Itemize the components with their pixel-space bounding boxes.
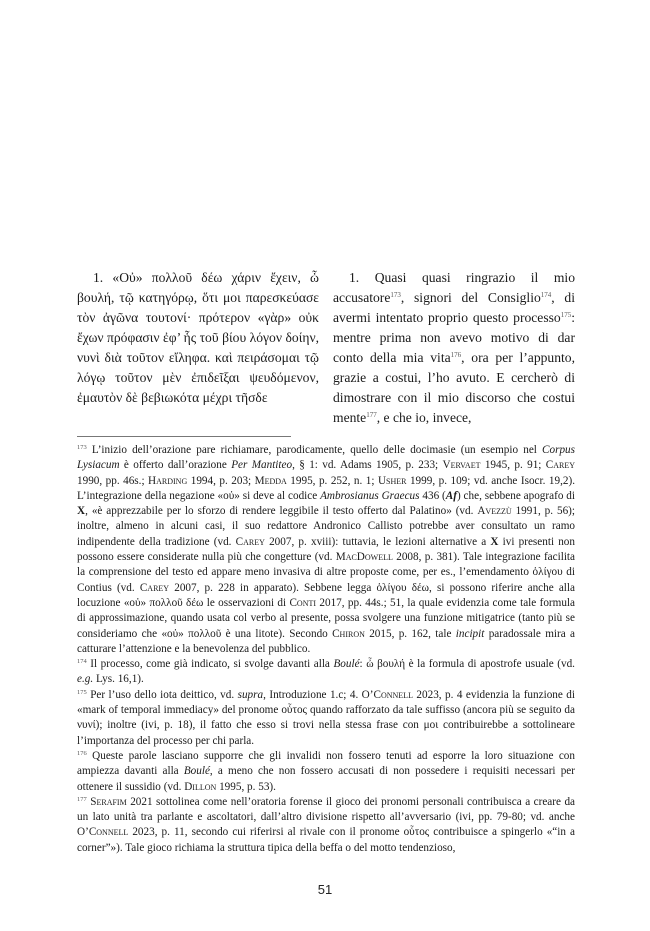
- page-number: 51: [317, 882, 333, 897]
- footnote-ref: 175: [560, 311, 572, 319]
- greek-paragraph: 1. «Οὐ» πολλοῦ δέω χάριν ἔχειν, ὦ βουλή, τῷ κατηγόρῳ, ὅτι μοι παρεσκεύασε τὸν ἀγῶνα τουτονί· πρότερον «γὰρ» οὐκ ἔχων πρόφασιν ἐφ’ ἧς τοῦ βίου λόγον δοίην, νυνὶ διὰ τοῦτον εἴληφα. καὶ πειράσομαι τῷ λόγῳ τοῦτον μὲν ἐπιδεῖξαι ψευδόμενον, ἐμαυτὸν δὲ βεβιωκότα μέχρι τῆσδε: [77, 270, 319, 405]
- footnote-177: $^{177}$ Serafim 2021 sottolinea come nell’oratoria forense il gioco dei pronomi personali contribuisca a creare da un lato unità tra parlante e ascoltatori, dall’altro divisione rispetto all’avversario (ivi, pp. 79-80; vd. anche O’Connell 2023, p. 11, secondo cui riferirsi al rivale con il pronome οὗτος contribuisce a spingerlo «“in a corner”»). Tale gioco richiama la struttura tipica della beffa o del motto tendenzioso,: [77, 795, 576, 854]
- footnotes: [77, 443, 575, 856]
- footnote-173: $^{173}$ L’inizio dell’orazione pare richiamare, parodicamente, quello delle docimasie (un esempio nel Corpus Lysiacum è offerto dall’orazione Per Mantiteo, § 1: vd. Adams 1905, p. 233; Vervaet 1945, p. 91; Carey 1990, pp. 46s.; Harding 1994, p. 203; Medda 1995, p. 252, n. 1; Usher 1999, p. 109; vd. anche Isocr. 19,2). L’integrazione della negazione «οὐ» si deve al codice Ambrosianus Graecus 436 (Af) che, sebbene apografo di X, «è apprezzabile per lo sforzo di rendere leggibile il testo offerto dal Palatino» (vd. Avezzù 1991, p. 56); inoltre, almeno in alcuni casi, il suo redattore Andronico Callisto potrebbe aver consultato un ramo indipendente della tradizione (vd. Carey 2007, p. xviii): tuttavia, le lezioni alternative a X ivi presenti non possono essere considerate nulla più che congetture (vd. MacDowell 2008, p. 381). Tale integrazione facilita la comprensione del testo ed appare meno invasiva di altre proposte come, per es., l’emendamento ὀλίγου di Contius (vd. Carey 2007, p. 228 in apparato). Sebbene legga ὀλίγου δέω, si possono riferire anche alla locuzione «οὐ» πολλοῦ δέω le osservazioni di Conti 2017, pp. 44s.; 51, la quale evidenzia come tale formula di approssimazione, quando usata col verbo al presente, possa svolgere una funzione mitigatrice (tanto più se consideriamo che «οὐ» πολλοῦ è una litote). Secondo Chiron 2015, p. 162, tale incipit paradossale mira a catturare l’attenzione e la benevolenza del pubblico.: [77, 444, 576, 655]
- parallel-text: [77, 268, 575, 428]
- footnote-174: $^{174}$ Il processo, come già indicato, si svolge davanti alla Boulé: ὦ βουλή è la formula di apostrofe usuale (vd. e.g. Lys. 16,1).: [77, 658, 575, 686]
- footnote-175: $^{175}$ Per l’uso dello iota deittico, vd. supra, Introduzione 1.c; 4. O’Connell 2023, p. 4 evidenzia la funzione di «mark of temporal immediacy» del pronome οὗτος quando rafforzato da tale suffisso (ancora più se seguito da νυνί); inoltre (ivi, p. 18), il fatto che esso si trovi nella stessa frase con μοι contribuirebbe a sottolineare l’importanza del processo per chi parla.: [77, 688, 575, 747]
- greek-text-column: [77, 268, 319, 428]
- footnote-separator: [77, 436, 291, 437]
- italian-paragraph: 1. Quasi quasi ringrazio il mio accusatore$^{173}$, signori del Consiglio$^{174}$, di avermi intentato proprio questo processo$^{175}$: mentre prima non avevo motivo di dar conto della mia vita$^{176}$, ora per l’appunto, grazie a costui, l’ho avuto. E cercherò di dimostrare con il mio discorso che costui mente$^{177}$, e che io, invece,: [333, 270, 575, 425]
- italian-translation-column: [333, 268, 575, 428]
- footnote-ref: 177: [366, 411, 377, 419]
- footnote-ref: 176: [450, 351, 462, 359]
- footnote-ref: 174: [540, 291, 552, 299]
- footnote-176: $^{176}$ Queste parole lasciano supporre che gli invalidi non fossero tenuti ad esporre la loro situazione con ampiezza davanti alla Boulé, a meno che non fossero accusati di non possedere i requisiti necessari per ottenere il sussidio (vd. Dillon 1995, p. 53).: [77, 749, 575, 793]
- footnote-ref: 173: [390, 291, 401, 299]
